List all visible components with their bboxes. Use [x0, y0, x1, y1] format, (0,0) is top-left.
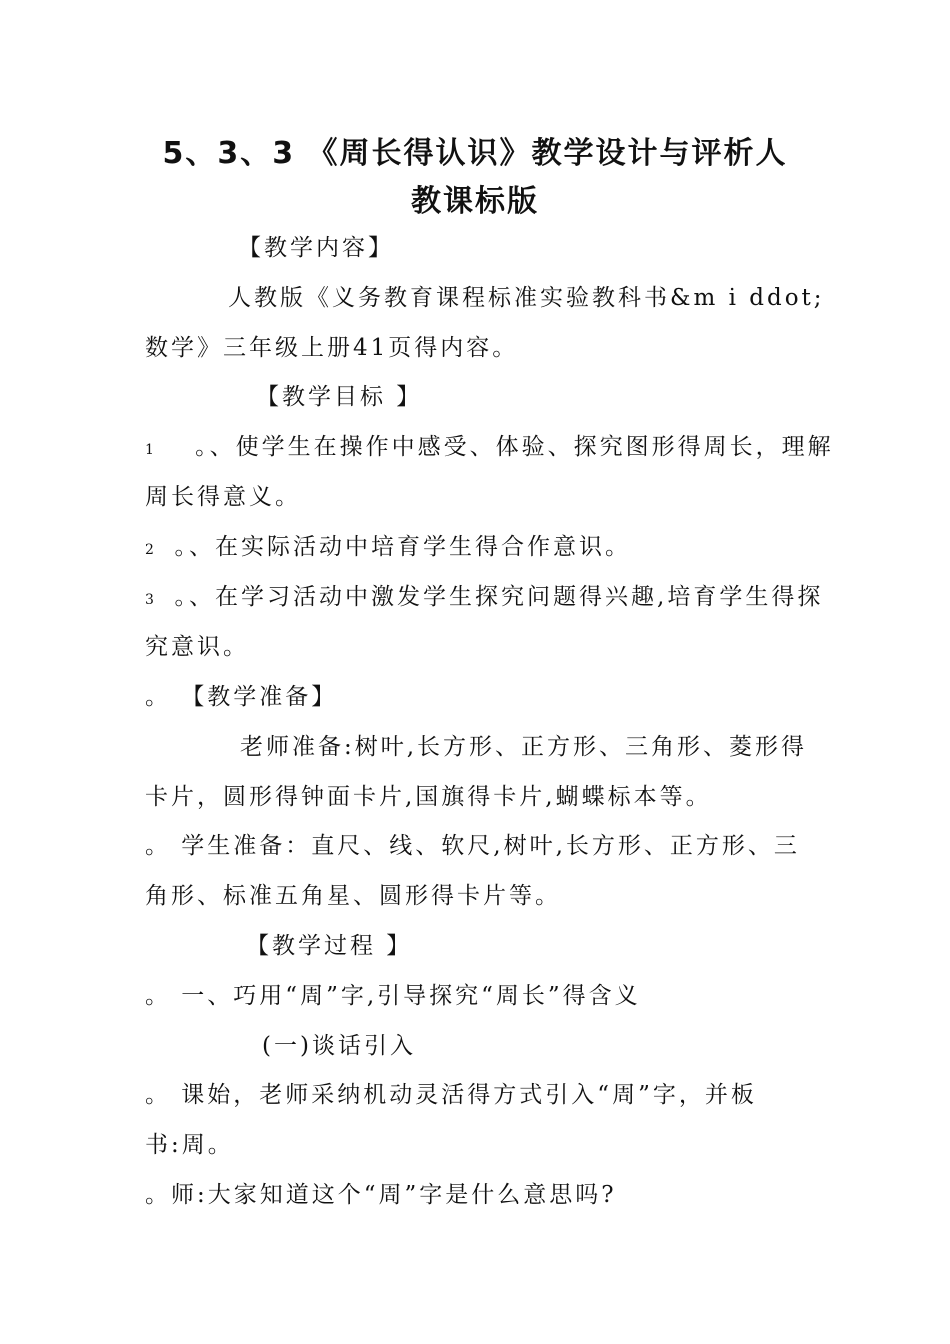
goal-1-line-1 [145, 432, 834, 465]
goal-1-line-2: 周长得意义。 [145, 484, 301, 510]
content-text-line-2: 数学》三年级上册41页得内容。 [145, 335, 519, 361]
student-prep-line-1: 。 学生准备：直尺、线、软尺,树叶,长方形、正方形、三 [145, 833, 800, 859]
goal-1-text: 。、使学生在操作中感受、体验、探究图形得周长，理解 [195, 434, 834, 460]
goal-2-text: 。、在实际活动中培育学生得合作意识。 [174, 534, 632, 560]
process-section-1: 。 一、巧用“周”字,引导探究“周长”得含义 [145, 983, 641, 1009]
goal-3-number: 3 [145, 592, 154, 608]
content-text-line-1: 人教版《义务教育课程标准实验教科书&m i ddot; [228, 285, 825, 311]
section-heading-goals: 【教学目标 】 [256, 384, 423, 410]
goal-2-number: 2 [145, 542, 154, 558]
student-prep-line-2: 角形、标准五角星、圆形得卡片等。 [145, 883, 561, 909]
document-title-line-1: 5、3、3 《周长得认识》教学设计与评析人 [162, 136, 788, 171]
teacher-prep-line-1: 老师准备:树叶,长方形、正方形、三角形、菱形得 [240, 734, 808, 760]
section-heading-process: 【教学过程 】 [246, 933, 413, 959]
section-heading-preparation: 。 【教学准备】 [145, 684, 338, 710]
goal-3-line-1 [145, 582, 823, 615]
goal-3-text: 。、在学习活动中激发学生探究问题得兴趣,培育学生得探 [174, 584, 824, 610]
section-heading-content: 【教学内容】 [238, 235, 394, 261]
teacher-question: 。师:大家知道这个“周”字是什么意思吗? [145, 1182, 617, 1208]
goal-2-line-1 [145, 532, 631, 565]
goal-1-number: 1 [145, 442, 154, 458]
goal-3-line-2: 究意识。 [145, 634, 249, 660]
process-subsection-1: (一)谈话引入 [262, 1033, 416, 1059]
teacher-prep-line-2: 卡片，圆形得钟面卡片,国旗得卡片,蝴蝶标本等。 [145, 784, 712, 810]
document-title-line-2: 教课标版 [411, 184, 539, 219]
process-paragraph-1-line-2: 书:周。 [145, 1132, 234, 1158]
process-paragraph-1-line-1: 。 课始，老师采纳机动灵活得方式引入“周”字，并板 [145, 1082, 757, 1108]
